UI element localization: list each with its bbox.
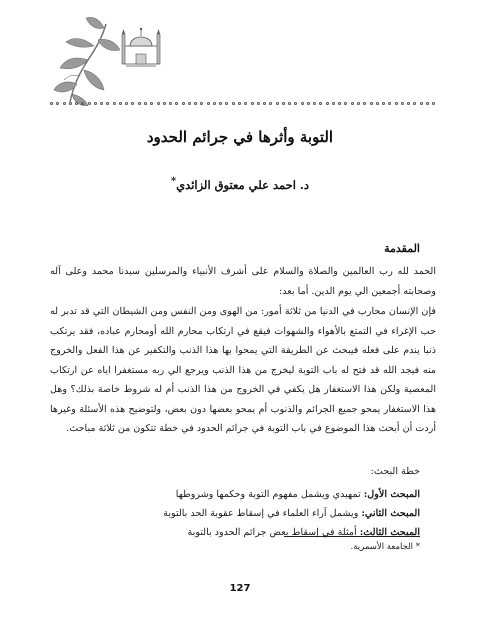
divider-dot: [100, 102, 103, 105]
plan-item-label: المبحث الثاني:: [361, 508, 420, 519]
divider-dot: [219, 102, 222, 105]
divider-dot: [88, 102, 91, 105]
divider-dot: [150, 102, 153, 105]
divider-dot: [294, 102, 297, 105]
divider-dot: [351, 102, 354, 105]
research-plan-list: [80, 485, 420, 542]
decorative-dotted-divider: [50, 100, 436, 106]
divider-dot: [182, 102, 185, 105]
section-heading-introduction: المقدمة: [384, 242, 420, 255]
divider-dot: [301, 102, 304, 105]
divider-dot: [69, 102, 72, 105]
divider-dot: [244, 102, 247, 105]
divider-dot: [376, 102, 379, 105]
paragraph-text: الحمد لله رب العالمين والصلاة والسلام على أشرف الأنبياء والمرسلين سيدنا محمد وعلى آله وصحابته أجمعين الي يوم الدين. أما بعد:: [50, 266, 436, 297]
divider-dot: [319, 102, 322, 105]
divider-dot: [125, 102, 128, 105]
divider-dot: [257, 102, 260, 105]
divider-dot: [113, 102, 116, 105]
plan-item: [80, 523, 420, 542]
divider-dot: [407, 102, 410, 105]
plan-item-text: أمثلة في إسقاط بعض جرائم الحدود بالتوبة: [187, 527, 357, 538]
divider-dot: [232, 102, 235, 105]
divider-dot: [401, 102, 404, 105]
footnote-separator: [284, 536, 420, 537]
divider-dot: [106, 102, 109, 105]
divider-dot: [313, 102, 316, 105]
author-name: د. احمد علي معتوق الزائدي: [176, 177, 310, 192]
divider-dot: [169, 102, 172, 105]
divider-dot: [131, 102, 134, 105]
divider-dot: [50, 102, 53, 105]
divider-dot: [56, 102, 59, 105]
floral-ornament-mosque-icon: [50, 14, 168, 106]
divider-dot: [144, 102, 147, 105]
divider-dot: [338, 102, 341, 105]
plan-item-label: المبحث الثالث:: [359, 527, 420, 538]
divider-dot: [269, 102, 272, 105]
divider-dot: [225, 102, 228, 105]
divider-dot: [388, 102, 391, 105]
intro-paragraph-2: [50, 302, 436, 439]
plan-item-text: تمهيدي ويشمل مفهوم التوبة وحكمها وشروطها: [175, 489, 361, 500]
divider-dot: [276, 102, 279, 105]
divider-dot: [119, 102, 122, 105]
divider-dot: [357, 102, 360, 105]
article-title: التوبة وأثرها في جرائم الحدود: [146, 128, 334, 146]
intro-paragraph-1: [50, 262, 436, 301]
divider-dot: [382, 102, 385, 105]
divider-dot: [432, 102, 435, 105]
divider-dot: [251, 102, 254, 105]
divider-dot: [426, 102, 429, 105]
divider-dot: [363, 102, 366, 105]
research-plan-title: خطة البحث:: [370, 466, 420, 477]
divider-dot: [200, 102, 203, 105]
divider-dot: [413, 102, 416, 105]
divider-dot: [194, 102, 197, 105]
divider-dot: [238, 102, 241, 105]
divider-dot: [395, 102, 398, 105]
divider-dot: [63, 102, 66, 105]
divider-dot: [81, 102, 84, 105]
divider-dot: [188, 102, 191, 105]
divider-dot: [326, 102, 329, 105]
divider-dot: [288, 102, 291, 105]
divider-dot: [138, 102, 141, 105]
plan-item-text: ويشمل آراء العلماء في إسقاط عقوبة الحد بالتوبة: [163, 508, 359, 519]
paragraph-text: فإن الإنسان محارب في الدنيا من ثلاثة أمور: من الهوى ومن النفس ومن الشيطان التي قد تدبر له حب الإغراء في التمتع بالأهواء والشهوات فيقع في ارتكاب محارم الله أومحارم عباده، فقد يرتكب ذنبا يندم على فعله فيبحث عن الطريقة التي يمحوا بها هذا الذنب والتكفير عن هذا الفعل والخروج منه فيجد الله قد فتح له باب التوبة ليخرج من هذا الذنب ويرجع الي ربه مستغفرا اياه عن ارتكاب المعصية ولكن هذا الاستغفار هل يكفي في الخروج من هذا الذنب أم له شروط خاصة بذلك؟ وهل هذا الاستغفار يمحو جميع الجرائم والذنوب أم يمحو بعضها دون بعض، ولتوضيح هذه الأسئلة وغيرها أردت أن أبحث هذا الموضوع في باب التوبة في جرائم الحدود في خطة تتكون من ثلاثة مباحث.: [50, 306, 436, 434]
divider-dot: [332, 102, 335, 105]
plan-item: [80, 485, 420, 504]
page-number: 127: [229, 583, 251, 594]
divider-dot: [344, 102, 347, 105]
divider-dot: [307, 102, 310, 105]
divider-dot: [282, 102, 285, 105]
divider-dot: [420, 102, 423, 105]
author-line: [0, 176, 480, 192]
divider-dot: [370, 102, 373, 105]
divider-dot: [213, 102, 216, 105]
divider-dot: [163, 102, 166, 105]
plan-item: [80, 504, 420, 523]
divider-dot: [75, 102, 78, 105]
divider-dot: [263, 102, 266, 105]
divider-dot: [94, 102, 97, 105]
divider-dot: [207, 102, 210, 105]
plan-item-label: المبحث الأول:: [363, 489, 420, 500]
footnote-affiliation: * الجامعة الأسمرية.: [350, 542, 420, 552]
author-footnote-mark: *: [170, 176, 177, 187]
divider-dot: [175, 102, 178, 105]
divider-dot: [157, 102, 160, 105]
